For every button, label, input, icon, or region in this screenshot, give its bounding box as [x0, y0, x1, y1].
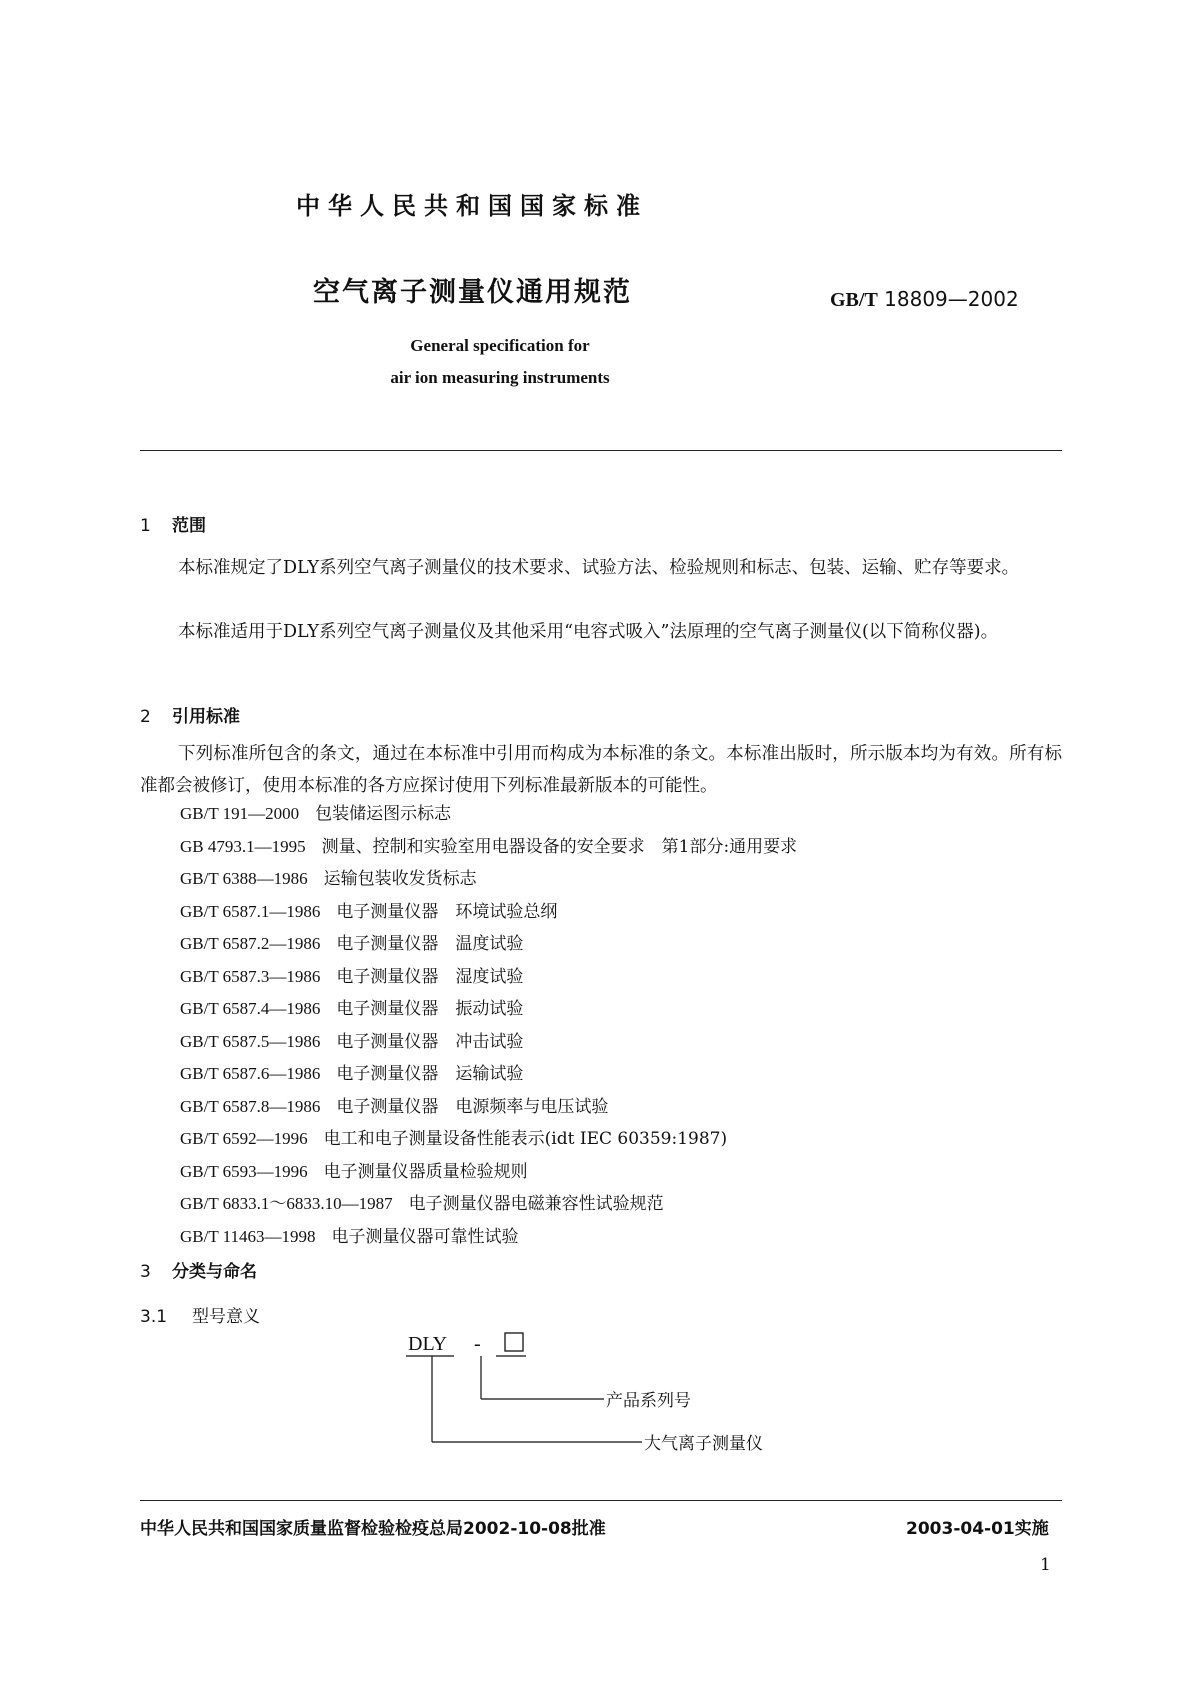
subsection-3-1-number: 3.1: [140, 1307, 168, 1327]
reference-title: 电子测量仪器 冲击试验: [336, 1031, 524, 1052]
section-1-number: 1: [140, 516, 151, 536]
reference-title: 电工和电子测量设备性能表示(idt IEC 60359:1987): [323, 1129, 728, 1149]
section-2-number: 2: [140, 707, 151, 727]
model-prefix-label: DLY: [408, 1333, 448, 1355]
footer-divider: [140, 1500, 1062, 1501]
reference-code: GB/T 6587.6—1986: [180, 1064, 321, 1083]
approval-statement: 中华人民共和国国家质量监督检验检疫总局2002-10-08批准: [140, 1519, 606, 1539]
reference-title: 电子测量仪器 运输试验: [336, 1064, 524, 1084]
reference-title: 电子测量仪器 电源频率与电压试验: [336, 1096, 609, 1117]
section-3-title: 分类与命名: [172, 1262, 257, 1282]
reference-code: GB 4793.1—1995: [180, 836, 306, 856]
section-1-title: 范围: [172, 516, 206, 536]
reference-title: 包装储运图示标志: [315, 804, 452, 824]
standard-code-number: 18809—2002: [884, 287, 1019, 311]
section-3-number: 3: [140, 1262, 151, 1282]
section-2-title: 引用标准: [172, 707, 240, 727]
national-standard-heading: 中华人民共和国国家标准: [296, 192, 648, 220]
reference-code: GB/T 6587.8—1986: [180, 1096, 321, 1116]
reference-code: GB/T 6592—1996: [180, 1129, 308, 1148]
reference-code: GB/T 11463—1998: [180, 1226, 316, 1246]
reference-code: GB/T 6587.5—1986: [180, 1031, 321, 1051]
model-dash: -: [474, 1333, 481, 1355]
reference-code: GB/T 6587.2—1986: [180, 934, 321, 953]
reference-title: 测量、控制和实验室用电器设备的安全要求 第1部分:通用要求: [321, 836, 798, 857]
reference-title: 电子测量仪器 温度试验: [336, 934, 524, 954]
page-number: 1: [1040, 1555, 1051, 1575]
section-2-paragraph: 下列标准所包含的条文，通过在本标准中引用而构成为本标准的条文。本标准出版时，所示版本均为有效。所有标准都会被修订，使用本标准的各方应探讨使用下列标准最新版本的可能性。: [140, 744, 1062, 796]
reference-code: GB/T 6833.1～6833.10—1987: [180, 1194, 393, 1213]
english-title-line-1: General specification for: [410, 336, 590, 355]
reference-title: 电子测量仪器可靠性试验: [331, 1226, 519, 1247]
subsection-3-1-title: 型号意义: [192, 1307, 260, 1327]
reference-title: 运输包装收发货标志: [323, 869, 477, 889]
reference-code: GB/T 6388—1986: [180, 869, 308, 888]
reference-code: GB/T 6587.4—1986: [180, 999, 321, 1018]
effective-date: 2003-04-01实施: [906, 1519, 1049, 1539]
reference-code: GB/T 6593—1996: [180, 1161, 308, 1181]
standard-code-prefix: GB/T: [830, 289, 878, 311]
series-number-label: 产品系列号: [606, 1391, 691, 1411]
reference-title: 电子测量仪器 环境试验总纲: [336, 901, 558, 922]
reference-title: 电子测量仪器质量检验规则: [323, 1161, 528, 1182]
reference-code: GB/T 191—2000: [180, 804, 300, 823]
reference-title: 电子测量仪器电磁兼容性试验规范: [408, 1194, 664, 1214]
reference-title: 电子测量仪器 振动试验: [336, 999, 524, 1019]
standard-title: 空气离子测量仪通用规范: [313, 277, 632, 308]
english-title-line-2: air ion measuring instruments: [390, 368, 610, 387]
series-number-box: [505, 1333, 523, 1351]
reference-code: GB/T 6587.1—1986: [180, 901, 321, 921]
reference-code: GB/T 6587.3—1986: [180, 966, 321, 986]
reference-title: 电子测量仪器 湿度试验: [336, 966, 524, 987]
section-1-paragraph-1: 本标准规定了DLY系列空气离子测量仪的技术要求、试验方法、检验规则和标志、包装、运输、贮存等要求。: [178, 558, 1020, 578]
instrument-label: 大气离子测量仪: [644, 1434, 763, 1454]
section-1-paragraph-2: 本标准适用于DLY系列空气离子测量仪及其他采用“电容式吸入”法原理的空气离子测量仪(以下简称仪器)。: [178, 622, 999, 642]
